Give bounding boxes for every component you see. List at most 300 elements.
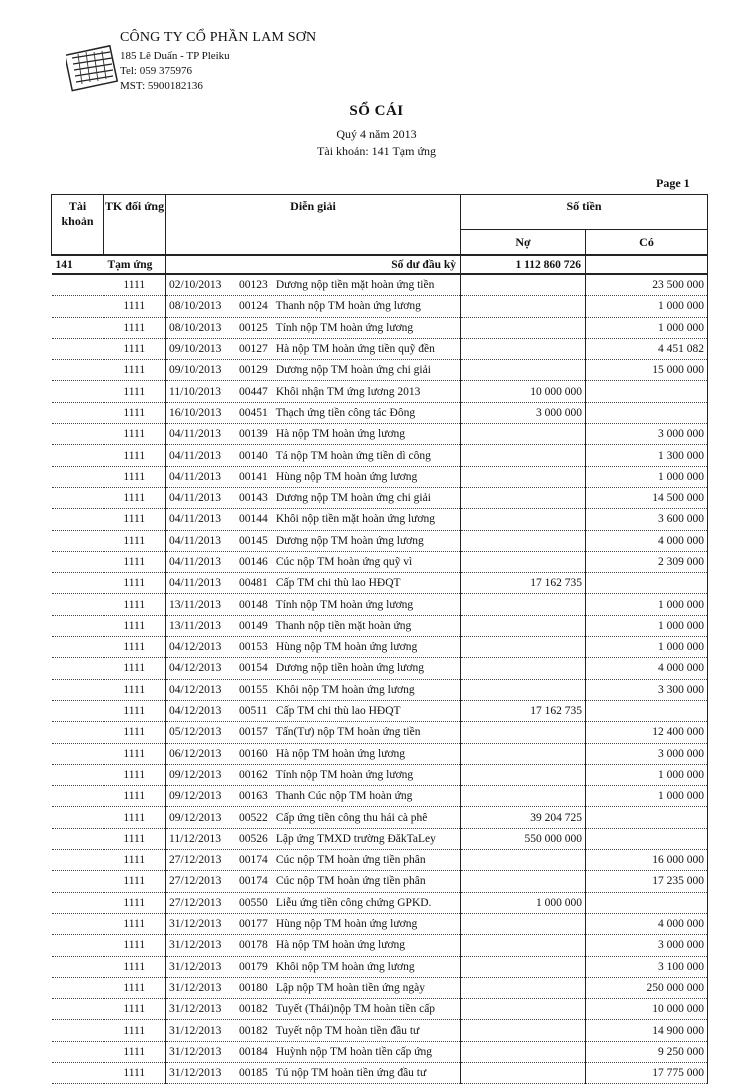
table-row bbox=[52, 274, 708, 296]
row-date: 09/10/2013 bbox=[169, 364, 222, 377]
row-credit bbox=[586, 700, 708, 721]
row-debit bbox=[461, 466, 586, 487]
row-credit: 2 309 000 bbox=[586, 551, 708, 572]
ledger-table bbox=[51, 194, 708, 1084]
company-phone: Tel: 059 375976 bbox=[120, 65, 192, 77]
row-voucher: 00481 bbox=[239, 577, 268, 590]
row-account bbox=[52, 530, 104, 551]
row-contra-account: 1111 bbox=[104, 658, 166, 679]
row-desc-text: Hùng nộp TM hoàn ứng lương bbox=[275, 641, 418, 654]
row-credit: 3 000 000 bbox=[586, 743, 708, 764]
row-date: 31/12/2013 bbox=[169, 981, 222, 994]
row-description bbox=[166, 658, 461, 679]
row-credit: 1 000 000 bbox=[586, 296, 708, 317]
row-date: 04/11/2013 bbox=[169, 534, 221, 547]
row-voucher: 00149 bbox=[239, 619, 268, 632]
row-contra-account: 1111 bbox=[104, 956, 166, 977]
row-date: 31/12/2013 bbox=[169, 918, 222, 931]
row-desc-text: Tính nộp TM hoàn ứng lương bbox=[275, 321, 414, 334]
table-row bbox=[52, 850, 708, 871]
row-credit: 250 000 000 bbox=[586, 977, 708, 998]
row-date: 04/11/2013 bbox=[169, 577, 221, 590]
row-description bbox=[166, 296, 461, 317]
row-credit: 14 500 000 bbox=[586, 487, 708, 508]
row-description bbox=[166, 722, 461, 743]
table-row bbox=[52, 296, 708, 317]
table-row bbox=[52, 551, 708, 572]
row-contra-account: 1111 bbox=[104, 509, 166, 530]
row-account bbox=[52, 679, 104, 700]
row-credit: 17 775 000 bbox=[586, 1062, 708, 1083]
row-debit bbox=[461, 999, 586, 1020]
row-credit: 4 000 000 bbox=[586, 530, 708, 551]
row-contra-account: 1111 bbox=[104, 338, 166, 359]
row-description bbox=[166, 977, 461, 998]
table-row bbox=[52, 913, 708, 934]
row-desc-text: Thanh nộp TM hoàn ứng lương bbox=[275, 300, 421, 313]
row-description bbox=[166, 445, 461, 466]
row-contra-account: 1111 bbox=[104, 977, 166, 998]
row-account bbox=[52, 594, 104, 615]
row-debit bbox=[461, 977, 586, 998]
row-date: 27/12/2013 bbox=[169, 875, 222, 888]
row-description bbox=[166, 871, 461, 892]
row-description bbox=[166, 615, 461, 636]
table-row bbox=[52, 935, 708, 956]
table-row bbox=[52, 317, 708, 338]
table-row bbox=[52, 594, 708, 615]
row-credit: 1 000 000 bbox=[586, 786, 708, 807]
row-account bbox=[52, 828, 104, 849]
row-date: 06/12/2013 bbox=[169, 747, 222, 760]
row-contra-account: 1111 bbox=[104, 1041, 166, 1062]
row-account bbox=[52, 977, 104, 998]
row-account bbox=[52, 658, 104, 679]
row-contra-account: 1111 bbox=[104, 871, 166, 892]
row-account bbox=[52, 786, 104, 807]
table-row bbox=[52, 1041, 708, 1062]
row-debit bbox=[461, 1020, 586, 1041]
row-desc-text: Tuyết (Thái)nộp TM hoàn tiền cấp bbox=[275, 1003, 436, 1016]
table-row bbox=[52, 658, 708, 679]
row-debit bbox=[461, 956, 586, 977]
row-account bbox=[52, 743, 104, 764]
row-contra-account: 1111 bbox=[104, 999, 166, 1020]
header-debit: Nợ bbox=[461, 230, 586, 256]
row-date: 09/12/2013 bbox=[169, 768, 222, 781]
row-debit bbox=[461, 360, 586, 381]
row-account bbox=[52, 850, 104, 871]
row-debit bbox=[461, 296, 586, 317]
row-desc-text: Thạch ứng tiền công tác Đông bbox=[275, 406, 416, 419]
row-credit: 4 000 000 bbox=[586, 658, 708, 679]
row-contra-account: 1111 bbox=[104, 402, 166, 423]
row-account bbox=[52, 317, 104, 338]
row-account bbox=[52, 402, 104, 423]
row-voucher: 00178 bbox=[239, 939, 268, 952]
row-account bbox=[52, 360, 104, 381]
row-voucher: 00511 bbox=[239, 705, 268, 718]
row-debit bbox=[461, 530, 586, 551]
row-debit: 550 000 000 bbox=[461, 828, 586, 849]
opening-credit bbox=[586, 255, 708, 274]
row-desc-text: Tấn(Tư) nộp TM hoàn ứng tiền bbox=[275, 726, 421, 739]
row-account bbox=[52, 573, 104, 594]
row-credit: 3 600 000 bbox=[586, 509, 708, 530]
row-date: 08/10/2013 bbox=[169, 300, 222, 313]
row-desc-text: Dương nộp TM hoàn ứng lương bbox=[275, 534, 424, 547]
table-row bbox=[52, 402, 708, 423]
row-credit: 10 000 000 bbox=[586, 999, 708, 1020]
row-contra-account: 1111 bbox=[104, 466, 166, 487]
row-voucher: 00148 bbox=[239, 598, 268, 611]
row-contra-account: 1111 bbox=[104, 573, 166, 594]
table-row bbox=[52, 807, 708, 828]
table-row bbox=[52, 1020, 708, 1041]
row-contra-account: 1111 bbox=[104, 828, 166, 849]
row-voucher: 00140 bbox=[239, 449, 268, 462]
row-credit: 17 235 000 bbox=[586, 871, 708, 892]
row-voucher: 00185 bbox=[239, 1067, 268, 1080]
row-voucher: 00174 bbox=[239, 854, 268, 867]
table-row bbox=[52, 743, 708, 764]
row-description bbox=[166, 637, 461, 658]
row-description bbox=[166, 786, 461, 807]
row-description bbox=[166, 402, 461, 423]
row-date: 09/12/2013 bbox=[169, 790, 222, 803]
row-account bbox=[52, 424, 104, 445]
row-account bbox=[52, 338, 104, 359]
row-voucher: 00129 bbox=[239, 364, 268, 377]
row-voucher: 00182 bbox=[239, 1024, 268, 1037]
row-desc-text: Tá nộp TM hoàn ứng tiền dì công bbox=[275, 449, 431, 462]
row-date: 31/12/2013 bbox=[169, 1045, 222, 1058]
table-row bbox=[52, 487, 708, 508]
row-date: 04/11/2013 bbox=[169, 556, 221, 568]
row-desc-text: Hà nộp TM hoàn ứng lương bbox=[275, 747, 406, 760]
row-contra-account: 1111 bbox=[104, 317, 166, 338]
row-debit bbox=[461, 424, 586, 445]
row-desc-text: Lập nộp TM hoàn tiền ứng ngày bbox=[275, 981, 425, 994]
row-desc-text: Cấp TM chi thù lao HĐQT bbox=[275, 577, 401, 590]
row-description bbox=[166, 1041, 461, 1062]
row-account bbox=[52, 1062, 104, 1083]
row-debit: 39 204 725 bbox=[461, 807, 586, 828]
row-voucher: 00526 bbox=[239, 832, 268, 845]
row-debit bbox=[461, 850, 586, 871]
row-contra-account: 1111 bbox=[104, 594, 166, 615]
row-voucher: 00550 bbox=[239, 896, 268, 909]
row-voucher: 00163 bbox=[239, 790, 268, 803]
row-account bbox=[52, 615, 104, 636]
row-date: 09/12/2013 bbox=[169, 811, 222, 824]
row-voucher: 00179 bbox=[239, 960, 268, 973]
row-voucher: 00522 bbox=[239, 811, 268, 824]
row-description bbox=[166, 700, 461, 721]
row-desc-text: Hùng nộp TM hoàn ứng lương bbox=[275, 918, 418, 931]
row-account bbox=[52, 509, 104, 530]
row-debit bbox=[461, 658, 586, 679]
row-date: 05/12/2013 bbox=[169, 726, 222, 739]
table-row bbox=[52, 381, 708, 402]
row-description bbox=[166, 424, 461, 445]
table-row bbox=[52, 892, 708, 913]
row-desc-text: Tính nộp TM hoàn ứng lương bbox=[275, 598, 414, 611]
row-voucher: 00146 bbox=[239, 556, 268, 568]
row-description bbox=[166, 935, 461, 956]
row-description bbox=[166, 360, 461, 381]
row-account bbox=[52, 487, 104, 508]
row-description bbox=[166, 828, 461, 849]
row-credit bbox=[586, 573, 708, 594]
row-credit: 14 900 000 bbox=[586, 1020, 708, 1041]
row-desc-text: Dương nộp TM hoàn ứng chi giải bbox=[275, 364, 431, 377]
row-credit: 12 400 000 bbox=[586, 722, 708, 743]
table-row bbox=[52, 466, 708, 487]
row-account bbox=[52, 274, 104, 296]
table-row bbox=[52, 977, 708, 998]
row-credit: 15 000 000 bbox=[586, 360, 708, 381]
row-account bbox=[52, 913, 104, 934]
row-voucher: 00123 bbox=[239, 279, 268, 292]
row-credit bbox=[586, 828, 708, 849]
row-date: 16/10/2013 bbox=[169, 406, 222, 419]
row-account bbox=[52, 466, 104, 487]
row-debit bbox=[461, 871, 586, 892]
row-desc-text: Lập ứng TMXD trường ĐăkTaLey bbox=[275, 832, 436, 845]
row-credit: 1 000 000 bbox=[586, 466, 708, 487]
row-description bbox=[166, 892, 461, 913]
row-contra-account: 1111 bbox=[104, 892, 166, 913]
row-desc-text: Khôi nhận TM ứng lương 2013 bbox=[275, 385, 421, 398]
table-row bbox=[52, 445, 708, 466]
row-voucher: 00154 bbox=[239, 662, 268, 675]
header-account: Tài khoản bbox=[52, 195, 104, 256]
row-date: 11/10/2013 bbox=[169, 385, 221, 398]
row-desc-text: Khôi nộp TM hoàn ứng lương bbox=[275, 683, 415, 696]
row-credit: 1 000 000 bbox=[586, 317, 708, 338]
opening-debit: 1 112 860 726 bbox=[461, 255, 586, 274]
row-desc-text: Hà nộp TM hoàn ứng lương bbox=[275, 428, 406, 441]
company-name: CÔNG TY CỔ PHẦN LAM SƠN bbox=[120, 30, 317, 45]
row-description bbox=[166, 487, 461, 508]
row-debit bbox=[461, 679, 586, 700]
row-description bbox=[166, 466, 461, 487]
row-date: 04/12/2013 bbox=[169, 641, 222, 654]
row-desc-text: Huỳnh nộp TM hoàn tiền cấp ứng bbox=[275, 1045, 433, 1058]
row-voucher: 00124 bbox=[239, 300, 268, 313]
report-title: SỔ CÁI bbox=[349, 103, 404, 119]
row-description bbox=[166, 1020, 461, 1041]
row-debit bbox=[461, 445, 586, 466]
row-debit bbox=[461, 274, 586, 296]
row-contra-account: 1111 bbox=[104, 913, 166, 934]
row-voucher: 00127 bbox=[239, 343, 268, 356]
row-contra-account: 1111 bbox=[104, 786, 166, 807]
row-debit bbox=[461, 317, 586, 338]
row-credit: 23 500 000 bbox=[586, 274, 708, 296]
table-row bbox=[52, 999, 708, 1020]
row-date: 27/12/2013 bbox=[169, 854, 222, 867]
row-account bbox=[52, 1020, 104, 1041]
row-voucher: 00177 bbox=[239, 918, 268, 931]
row-voucher: 00141 bbox=[239, 470, 268, 483]
row-debit bbox=[461, 594, 586, 615]
row-credit: 4 451 082 bbox=[586, 338, 708, 359]
row-contra-account: 1111 bbox=[104, 615, 166, 636]
row-date: 08/10/2013 bbox=[169, 321, 222, 334]
row-desc-text: Tú nộp TM hoàn tiền ứng đầu tư bbox=[275, 1067, 427, 1080]
header-amount: Số tiền bbox=[461, 195, 708, 230]
opening-name: Tạm ứng bbox=[104, 255, 166, 274]
table-row bbox=[52, 615, 708, 636]
row-contra-account: 1111 bbox=[104, 296, 166, 317]
row-date: 31/12/2013 bbox=[169, 939, 222, 952]
report-period: Quý 4 năm 2013 bbox=[336, 127, 417, 141]
table-row bbox=[52, 679, 708, 700]
row-account bbox=[52, 935, 104, 956]
row-contra-account: 1111 bbox=[104, 551, 166, 572]
row-credit: 1 000 000 bbox=[586, 764, 708, 785]
opening-account: 141 bbox=[52, 255, 104, 274]
row-credit: 9 250 000 bbox=[586, 1041, 708, 1062]
row-voucher: 00451 bbox=[239, 406, 268, 419]
row-date: 31/12/2013 bbox=[169, 1003, 222, 1016]
row-voucher: 00125 bbox=[239, 321, 268, 334]
header-credit: Có bbox=[586, 230, 708, 256]
row-credit: 4 000 000 bbox=[586, 913, 708, 934]
row-credit: 1 300 000 bbox=[586, 445, 708, 466]
row-debit bbox=[461, 743, 586, 764]
row-debit bbox=[461, 1041, 586, 1062]
row-contra-account: 1111 bbox=[104, 850, 166, 871]
row-date: 04/12/2013 bbox=[169, 683, 222, 696]
report-account: Tài khoản: 141 Tạm ứng bbox=[317, 144, 436, 158]
row-credit bbox=[586, 402, 708, 423]
row-description bbox=[166, 381, 461, 402]
row-contra-account: 1111 bbox=[104, 381, 166, 402]
row-voucher: 00160 bbox=[239, 747, 268, 760]
row-contra-account: 1111 bbox=[104, 445, 166, 466]
row-contra-account: 1111 bbox=[104, 274, 166, 296]
row-description bbox=[166, 1062, 461, 1083]
row-debit bbox=[461, 1062, 586, 1083]
row-credit: 16 000 000 bbox=[586, 850, 708, 871]
row-credit bbox=[586, 381, 708, 402]
row-debit bbox=[461, 913, 586, 934]
row-date: 04/11/2013 bbox=[169, 492, 221, 505]
row-desc-text: Dương nộp tiền mặt hoàn ứng tiền bbox=[275, 279, 435, 292]
row-voucher: 00184 bbox=[239, 1045, 268, 1058]
row-contra-account: 1111 bbox=[104, 722, 166, 743]
row-contra-account: 1111 bbox=[104, 679, 166, 700]
row-account bbox=[52, 892, 104, 913]
row-date: 09/10/2013 bbox=[169, 343, 222, 356]
row-date: 04/11/2013 bbox=[169, 428, 221, 441]
row-desc-text: Khôi nộp tiền mặt hoàn ứng lương bbox=[275, 513, 435, 526]
row-contra-account: 1111 bbox=[104, 637, 166, 658]
row-desc-text: Cúc nộp TM hoàn ứng quỹ vì bbox=[275, 556, 413, 568]
table-row bbox=[52, 700, 708, 721]
row-desc-text: Dương nộp TM hoàn ứng chi giải bbox=[275, 492, 431, 505]
row-desc-text: Dương nộp tiền hoàn ứng lương bbox=[275, 662, 424, 675]
row-debit bbox=[461, 509, 586, 530]
table-row bbox=[52, 786, 708, 807]
header-contra: TK đối ứng bbox=[104, 195, 166, 256]
row-contra-account: 1111 bbox=[104, 764, 166, 785]
header-description: Diễn giải bbox=[166, 195, 461, 256]
row-date: 31/12/2013 bbox=[169, 1067, 222, 1080]
row-desc-text: Cúc nộp TM hoàn ứng tiền phân bbox=[275, 875, 426, 888]
table-row bbox=[52, 509, 708, 530]
row-account bbox=[52, 296, 104, 317]
row-voucher: 00153 bbox=[239, 641, 268, 654]
opening-balance-row bbox=[52, 255, 708, 274]
row-account bbox=[52, 999, 104, 1020]
row-account bbox=[52, 956, 104, 977]
row-contra-account: 1111 bbox=[104, 700, 166, 721]
row-credit: 3 000 000 bbox=[586, 935, 708, 956]
row-voucher: 00180 bbox=[239, 981, 268, 994]
row-credit: 1 000 000 bbox=[586, 615, 708, 636]
row-debit bbox=[461, 551, 586, 572]
row-contra-account: 1111 bbox=[104, 530, 166, 551]
table-row bbox=[52, 424, 708, 445]
row-account bbox=[52, 381, 104, 402]
row-credit: 1 000 000 bbox=[586, 637, 708, 658]
row-description bbox=[166, 573, 461, 594]
row-desc-text: Thanh Cúc nộp TM hoàn ứng bbox=[275, 790, 413, 803]
row-account bbox=[52, 445, 104, 466]
row-debit: 1 000 000 bbox=[461, 892, 586, 913]
row-date: 13/11/2013 bbox=[169, 598, 221, 611]
table-row bbox=[52, 530, 708, 551]
row-description bbox=[166, 999, 461, 1020]
row-credit bbox=[586, 807, 708, 828]
row-debit: 3 000 000 bbox=[461, 402, 586, 423]
row-desc-text: Khôi nộp TM hoàn ứng lương bbox=[275, 960, 415, 973]
row-contra-account: 1111 bbox=[104, 935, 166, 956]
row-voucher: 00145 bbox=[239, 534, 268, 547]
row-date: 04/11/2013 bbox=[169, 513, 221, 526]
table-row bbox=[52, 637, 708, 658]
row-contra-account: 1111 bbox=[104, 807, 166, 828]
row-voucher: 00182 bbox=[239, 1003, 268, 1016]
row-description bbox=[166, 509, 461, 530]
row-debit bbox=[461, 615, 586, 636]
company-logo-stamp-icon bbox=[66, 44, 118, 92]
row-debit bbox=[461, 764, 586, 785]
row-debit: 17 162 735 bbox=[461, 573, 586, 594]
row-desc-text: Thanh nộp tiền mặt hoàn ứng bbox=[275, 619, 412, 632]
row-credit: 3 000 000 bbox=[586, 424, 708, 445]
row-debit bbox=[461, 338, 586, 359]
row-account bbox=[52, 764, 104, 785]
page-number: Page 1 bbox=[656, 176, 690, 190]
row-desc-text: Hùng nộp TM hoàn ứng lương bbox=[275, 470, 418, 483]
row-description bbox=[166, 338, 461, 359]
opening-label: Số dư đầu kỳ bbox=[166, 255, 461, 274]
table-row bbox=[52, 828, 708, 849]
row-description bbox=[166, 551, 461, 572]
row-date: 04/12/2013 bbox=[169, 662, 222, 675]
row-account bbox=[52, 722, 104, 743]
row-contra-account: 1111 bbox=[104, 1020, 166, 1041]
row-debit bbox=[461, 935, 586, 956]
row-contra-account: 1111 bbox=[104, 487, 166, 508]
row-account bbox=[52, 637, 104, 658]
row-contra-account: 1111 bbox=[104, 743, 166, 764]
